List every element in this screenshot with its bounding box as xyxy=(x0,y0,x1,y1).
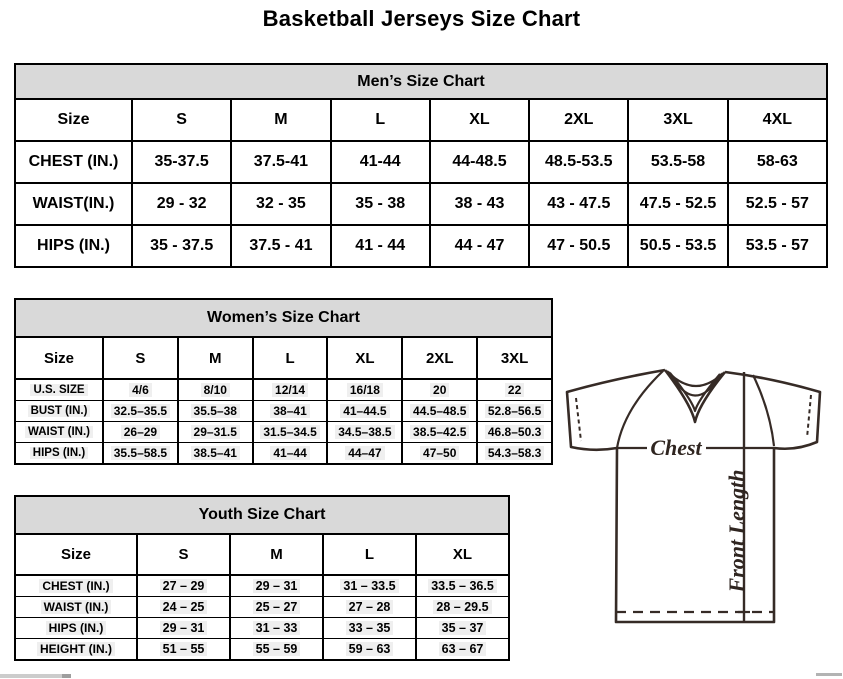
cell-value: 53.5 - 57 xyxy=(728,225,827,267)
cell-value: 37.5-41 xyxy=(231,141,330,183)
row-label: HIPS (IN.) xyxy=(15,443,103,465)
cell-value: 41–44.5 xyxy=(327,401,402,422)
row-label: U.S. SIZE xyxy=(15,379,103,401)
right-armhole-seam xyxy=(753,375,774,446)
column-header: Size xyxy=(15,99,132,141)
column-header: S xyxy=(137,534,230,575)
table-title-row xyxy=(15,496,509,534)
cell-value: 29 – 31 xyxy=(137,618,230,639)
column-header: S xyxy=(132,99,231,141)
row-label: CHEST (IN.) xyxy=(15,141,132,183)
cell-value: 25 – 27 xyxy=(230,597,323,618)
column-header: XL xyxy=(430,99,529,141)
cell-value: 16/18 xyxy=(327,379,402,401)
table-row xyxy=(15,639,509,661)
cell-value: 29–31.5 xyxy=(178,422,253,443)
table-title-row xyxy=(15,64,827,99)
column-header: Size xyxy=(15,534,137,575)
cell-value: 37.5 - 41 xyxy=(231,225,330,267)
cell-value: 55 – 59 xyxy=(230,639,323,661)
column-header-row xyxy=(15,99,827,141)
cell-value: 46.8–50.3 xyxy=(477,422,552,443)
row-label: WAIST (IN.) xyxy=(15,597,137,618)
cell-value: 4/6 xyxy=(103,379,178,401)
table-row xyxy=(15,141,827,183)
cell-value: 24 – 25 xyxy=(137,597,230,618)
right-cuff-dash xyxy=(807,395,811,438)
cell-value: 31 – 33 xyxy=(230,618,323,639)
row-label: CHEST (IN.) xyxy=(15,575,137,597)
cell-value: 27 – 28 xyxy=(323,597,416,618)
column-header: 4XL xyxy=(728,99,827,141)
left-cuff-dash xyxy=(576,398,581,441)
cell-value: 35-37.5 xyxy=(132,141,231,183)
table-row xyxy=(15,379,552,401)
column-header-row xyxy=(15,534,509,575)
column-header: 2XL xyxy=(529,99,628,141)
table-row xyxy=(15,422,552,443)
cell-value: 26–29 xyxy=(103,422,178,443)
cell-value: 35 - 38 xyxy=(331,183,430,225)
cell-value: 35 - 37.5 xyxy=(132,225,231,267)
column-header: XL xyxy=(327,337,402,379)
cell-value: 59 – 63 xyxy=(323,639,416,661)
table-title: Men’s Size Chart xyxy=(15,64,827,99)
column-header: L xyxy=(253,337,328,379)
table-row xyxy=(15,597,509,618)
cell-value: 27 – 29 xyxy=(137,575,230,597)
table-row xyxy=(15,618,509,639)
column-header: L xyxy=(323,534,416,575)
cell-value: 28 – 29.5 xyxy=(416,597,509,618)
row-label: BUST (IN.) xyxy=(15,401,103,422)
cell-value: 12/14 xyxy=(253,379,328,401)
horizontal-scrollbar-track[interactable] xyxy=(0,674,62,678)
row-label: HIPS (IN.) xyxy=(15,618,137,639)
column-header: S xyxy=(103,337,178,379)
cell-value: 50.5 - 53.5 xyxy=(628,225,727,267)
column-header: L xyxy=(331,99,430,141)
cell-value: 32 - 35 xyxy=(231,183,330,225)
column-header: 2XL xyxy=(402,337,477,379)
scrollbar-fragment[interactable] xyxy=(816,673,842,676)
cell-value: 34.5–38.5 xyxy=(327,422,402,443)
cell-value: 41-44 xyxy=(331,141,430,183)
womens-size-table xyxy=(14,298,553,465)
cell-value: 52.5 - 57 xyxy=(728,183,827,225)
cell-value: 52.8–56.5 xyxy=(477,401,552,422)
cell-value: 53.5-58 xyxy=(628,141,727,183)
cell-value: 35.5–38 xyxy=(178,401,253,422)
cell-value: 51 – 55 xyxy=(137,639,230,661)
column-header: Size xyxy=(15,337,103,379)
front-length-label: Front Length xyxy=(724,469,749,593)
horizontal-scrollbar-thumb[interactable] xyxy=(62,674,71,678)
youth-size-table xyxy=(14,495,510,661)
cell-value: 38 - 43 xyxy=(430,183,529,225)
column-header: M xyxy=(230,534,323,575)
cell-value: 38.5–41 xyxy=(178,443,253,465)
cell-value: 63 – 67 xyxy=(416,639,509,661)
table-row xyxy=(15,575,509,597)
mens-size-table xyxy=(14,63,828,268)
cell-value: 8/10 xyxy=(178,379,253,401)
row-label: HIPS (IN.) xyxy=(15,225,132,267)
column-header-row xyxy=(15,337,552,379)
cell-value: 47 - 50.5 xyxy=(529,225,628,267)
cell-value: 32.5–35.5 xyxy=(103,401,178,422)
cell-value: 22 xyxy=(477,379,552,401)
column-header: M xyxy=(231,99,330,141)
cell-value: 44-48.5 xyxy=(430,141,529,183)
row-label: HEIGHT (IN.) xyxy=(15,639,137,661)
cell-value: 35.5–58.5 xyxy=(103,443,178,465)
table-title: Women’s Size Chart xyxy=(15,299,552,337)
cell-value: 54.3–58.3 xyxy=(477,443,552,465)
row-label: WAIST (IN.) xyxy=(15,422,103,443)
cell-value: 41 - 44 xyxy=(331,225,430,267)
cell-value: 20 xyxy=(402,379,477,401)
table-title-row xyxy=(15,299,552,337)
cell-value: 31 – 33.5 xyxy=(323,575,416,597)
page-title: Basketball Jerseys Size Chart xyxy=(262,6,581,31)
cell-value: 33.5 – 36.5 xyxy=(416,575,509,597)
cell-value: 38–41 xyxy=(253,401,328,422)
cell-value: 44 - 47 xyxy=(430,225,529,267)
table-title: Youth Size Chart xyxy=(15,496,509,534)
collar-arc-lower xyxy=(669,372,721,396)
jersey-measurement-diagram xyxy=(558,362,840,630)
column-header: XL xyxy=(416,534,509,575)
table-row xyxy=(15,183,827,225)
cell-value: 31.5–34.5 xyxy=(253,422,328,443)
table-row xyxy=(15,401,552,422)
cell-value: 43 - 47.5 xyxy=(529,183,628,225)
cell-value: 47–50 xyxy=(402,443,477,465)
chest-label: Chest xyxy=(650,435,702,460)
cell-value: 29 - 32 xyxy=(132,183,231,225)
column-header: 3XL xyxy=(628,99,727,141)
cell-value: 38.5–42.5 xyxy=(402,422,477,443)
cell-value: 35 – 37 xyxy=(416,618,509,639)
cell-value: 41–44 xyxy=(253,443,328,465)
table-row xyxy=(15,443,552,465)
cell-value: 44.5–48.5 xyxy=(402,401,477,422)
table-row xyxy=(15,225,827,267)
cell-value: 44–47 xyxy=(327,443,402,465)
cell-value: 58-63 xyxy=(728,141,827,183)
cell-value: 33 – 35 xyxy=(323,618,416,639)
cell-value: 29 – 31 xyxy=(230,575,323,597)
row-label: WAIST(IN.) xyxy=(15,183,132,225)
column-header: M xyxy=(178,337,253,379)
cell-value: 48.5-53.5 xyxy=(529,141,628,183)
column-header: 3XL xyxy=(477,337,552,379)
cell-value: 47.5 - 52.5 xyxy=(628,183,727,225)
